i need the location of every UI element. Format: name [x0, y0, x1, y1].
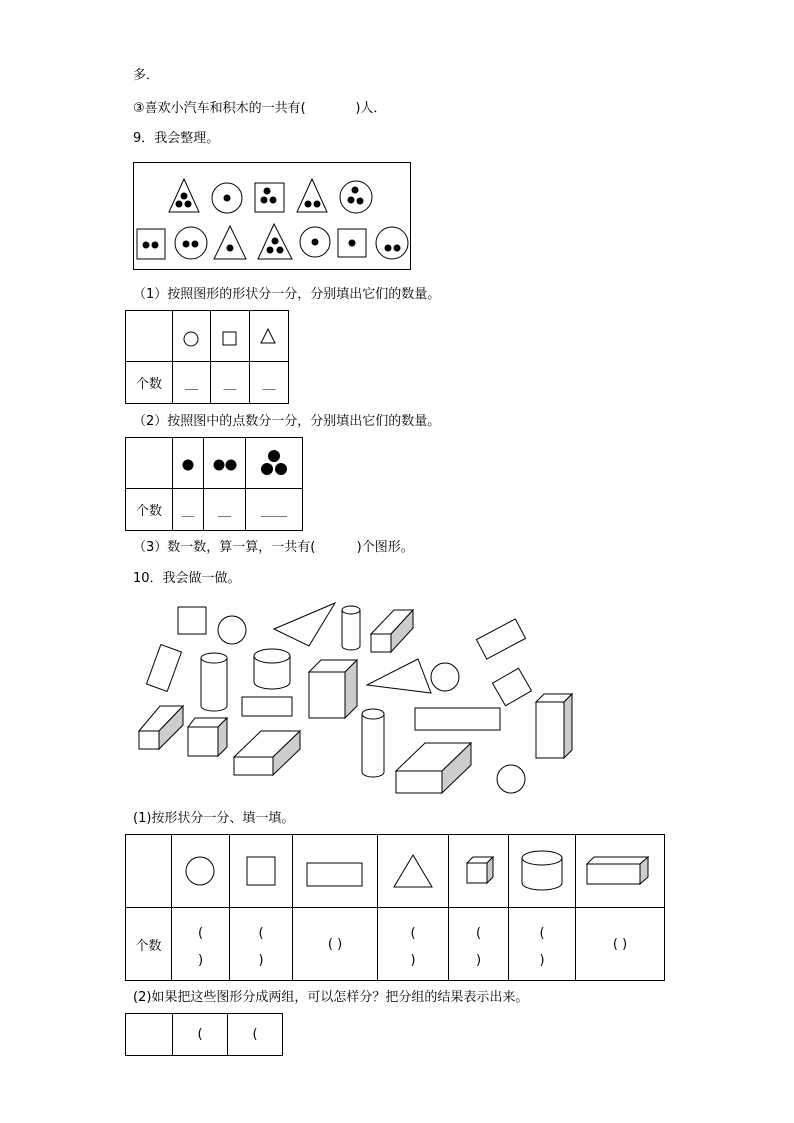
circle-icon	[172, 851, 229, 891]
triangle-header-cell	[378, 835, 449, 908]
circle-count-blank[interactable]	[172, 908, 230, 981]
q10-grouping-table	[125, 1013, 283, 1056]
rectangle-shape	[476, 619, 525, 659]
cylinder-header-cell	[509, 835, 576, 908]
cuboid-shape	[396, 743, 471, 793]
triangle-shape	[274, 603, 335, 646]
triangle-header-cell	[250, 311, 289, 362]
cuboid-icon	[576, 851, 664, 891]
circle-count-blank[interactable]: ＿	[173, 362, 211, 404]
square-count-blank[interactable]: ＿	[211, 362, 250, 404]
triangle-count-blank[interactable]: ＿	[250, 362, 289, 404]
cylinder-shape	[201, 653, 227, 711]
q9-shapes-figure	[134, 163, 410, 269]
close-paren: )	[539, 953, 545, 968]
prev-question-item-3: ③喜欢小汽车和积木的一共有( )人．	[133, 101, 387, 116]
circle-header-cell	[172, 835, 230, 908]
row-label: 个数	[126, 908, 172, 981]
cube-icon	[449, 851, 508, 891]
cube-shape	[188, 718, 227, 756]
one-dot-header-cell	[173, 438, 204, 489]
one-dot-icon	[173, 448, 203, 478]
rectangle-shape	[242, 697, 292, 716]
table-corner-cell	[126, 438, 173, 489]
group-1-cell[interactable]: (	[173, 1014, 228, 1056]
triangle-icon	[378, 849, 448, 893]
row-label: 个数	[126, 362, 173, 404]
table-corner-cell	[126, 311, 173, 362]
table-corner-cell	[126, 1014, 173, 1056]
three-dot-header-cell	[246, 438, 303, 489]
open-paren: (	[258, 926, 264, 941]
two-dot-header-cell	[204, 438, 246, 489]
rectangle-shape	[146, 645, 181, 692]
cuboid-count-blank[interactable]: ( )	[576, 908, 665, 981]
circle-shape	[497, 765, 525, 793]
square-icon	[211, 321, 249, 351]
square-shape	[493, 668, 532, 706]
triangle-shape	[367, 659, 431, 693]
circle-two-dots	[175, 227, 207, 259]
circle-one-dot	[300, 227, 330, 257]
circle-two-dots	[376, 227, 408, 259]
close-paren: )	[410, 953, 416, 968]
question-9-title: 9．我会整理。	[133, 131, 220, 146]
q9-shape-count-table	[125, 310, 289, 404]
close-paren: )	[197, 953, 204, 968]
circle-icon	[173, 321, 210, 351]
q10-shapes-figure	[130, 598, 590, 798]
circle-shape	[218, 616, 246, 644]
open-paren: (	[539, 926, 545, 941]
open-paren: (	[410, 926, 416, 941]
q9-shapes-panel	[133, 162, 411, 270]
q9-part-3-text: （3）数一数，算一算，一共有( )个图形。	[133, 540, 414, 555]
q9-part-2-text: （2）按照图中的点数分一分，分别填出它们的数量。	[133, 414, 441, 429]
group-2-cell[interactable]: (	[228, 1014, 283, 1056]
square-icon	[230, 851, 292, 891]
close-paren: )	[258, 953, 264, 968]
circle-three-dots	[340, 181, 372, 213]
circle-one-dot	[212, 183, 242, 213]
q10-shape-count-table	[125, 834, 665, 981]
cube-shape	[309, 660, 357, 718]
rectangle-header-cell	[293, 835, 378, 908]
cube-count-blank[interactable]	[449, 908, 509, 981]
square-count-blank[interactable]	[230, 908, 293, 981]
prev-question-tail: 多．	[133, 68, 160, 83]
row-label: 个数	[126, 489, 173, 531]
circle-header-cell	[173, 311, 211, 362]
table-corner-cell	[126, 835, 172, 908]
q9-dot-count-table	[125, 437, 303, 531]
cuboid-shape	[139, 706, 183, 749]
circle-shape	[431, 663, 459, 691]
cylinder-shape	[362, 709, 384, 777]
triangle-icon	[250, 321, 288, 351]
triangle-one-dot	[214, 226, 246, 259]
square-header-cell	[230, 835, 293, 908]
rectangle-count-blank[interactable]: ( )	[293, 908, 378, 981]
triangle-two-dots	[297, 179, 327, 212]
square-three-dots	[255, 183, 284, 212]
three-dot-count-blank[interactable]: ＿＿	[246, 489, 303, 531]
cylinder-shape	[254, 649, 290, 689]
cuboid-shape	[371, 610, 413, 652]
q9-part-1-text: （1）按照图形的形状分一分，分别填出它们的数量。	[133, 287, 441, 302]
cylinder-shape	[342, 606, 360, 650]
cuboid-shape	[536, 694, 572, 758]
square-header-cell	[211, 311, 250, 362]
triangle-three-dots	[258, 224, 292, 259]
rectangle-shape	[415, 708, 500, 730]
three-dots-icon	[246, 445, 302, 481]
triangle-count-blank[interactable]	[378, 908, 449, 981]
q10-part-2-text: (2)如果把这些图形分成两组，可以怎样分？把分组的结果表示出来。	[133, 990, 529, 1005]
cylinder-count-blank[interactable]	[509, 908, 576, 981]
q10-part-1-text: (1)按形状分一分、填一填。	[133, 811, 295, 826]
open-paren: (	[475, 926, 482, 941]
question-10-title: 10．我会做一做。	[133, 571, 241, 586]
cuboid-shape	[234, 731, 300, 775]
cuboid-header-cell	[576, 835, 665, 908]
cylinder-icon	[509, 847, 575, 895]
triangle-three-dots	[169, 179, 199, 212]
two-dot-count-blank[interactable]: ＿	[204, 489, 246, 531]
square-one-dot	[338, 229, 366, 257]
cube-header-cell	[449, 835, 509, 908]
close-paren: )	[475, 953, 482, 968]
one-dot-count-blank[interactable]: ＿	[173, 489, 204, 531]
two-dots-icon	[204, 448, 245, 478]
open-paren: (	[197, 926, 204, 941]
square-shape	[178, 607, 206, 634]
square-two-dots	[137, 229, 165, 259]
rectangle-icon	[293, 851, 377, 891]
